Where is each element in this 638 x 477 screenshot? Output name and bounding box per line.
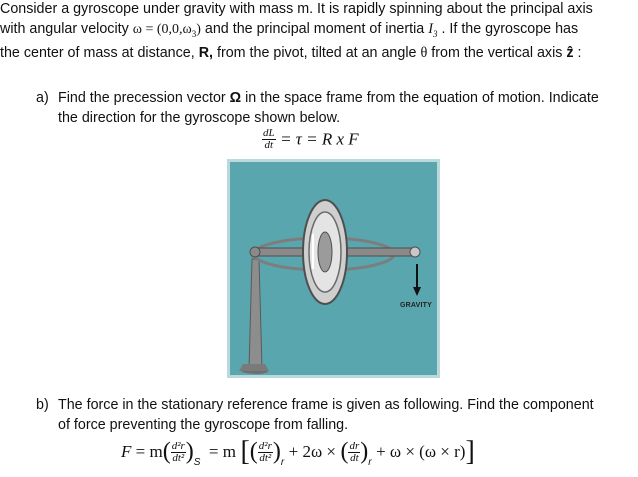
gyroscope-illustration <box>227 159 440 378</box>
frac-dr-dt-r: $\frac{dr}{dt}$ <box>349 439 360 464</box>
question-a-label: a) <box>36 90 49 106</box>
pedestal-foot <box>239 364 269 371</box>
force-equation: F = m( $\frac{\text{d²r}}{\text{dt²}}$ )$_S = m$ [( $\frac{\text{d²r}}{\text{dt²}}$ )$_r + 2\omega$ × ( $\frac{dr}{dt}$ )$_r + \omega \times (\omega \times r)$] <box>121 436 475 469</box>
axle-pivot <box>250 247 260 257</box>
frac-d2r-dt2-S: $\frac{\text{d²r}}{\text{dt²}}$ <box>171 439 185 464</box>
intro-line-1: Consider a gyroscope under gravity with mass m. It is rapidly spinning about the principal axis <box>0 1 593 17</box>
gyroscope-figure <box>227 159 440 378</box>
inertia-symbol: $I_3$ <box>428 20 438 39</box>
omega-vector: $\omega = (0,0,\omega_3)$ <box>132 21 201 39</box>
intro-line-3: the center of mass at distance, R, from the pivot, tilted at an angle θ from the vertical axis ẑ : <box>0 44 582 61</box>
gravity-label: GRAVITY <box>400 302 432 309</box>
rotor-hub <box>318 232 332 272</box>
intro-line-2: with angular velocity $\omega = (0,0,\omega_3)$ and the principal moment of inertia $I_3$ . If the gyroscope has <box>0 20 579 39</box>
question-b-text: The force in the stationary reference frame is given as following. Find the component of force preventing the gyroscope from falling. <box>58 397 594 433</box>
dL-dt-fraction: $\frac{dL}{dt}$ <box>263 127 275 151</box>
equation-motion: $\frac{dL}{dt}$ = τ = R x F <box>263 127 359 151</box>
question-b-label: b) <box>36 397 49 413</box>
force-symbol: F <box>121 442 132 461</box>
question-a-text: Find the precession vector Ω in the space frame from the equation of motion. Indicate the direction for the gyroscope shown below. <box>58 90 599 126</box>
problem-intro <box>0 0 628 63</box>
axle-end <box>410 247 420 257</box>
frac-d2r-dt2-r: $\frac{\text{d²r}}{\text{dt²}}$ <box>258 439 272 464</box>
